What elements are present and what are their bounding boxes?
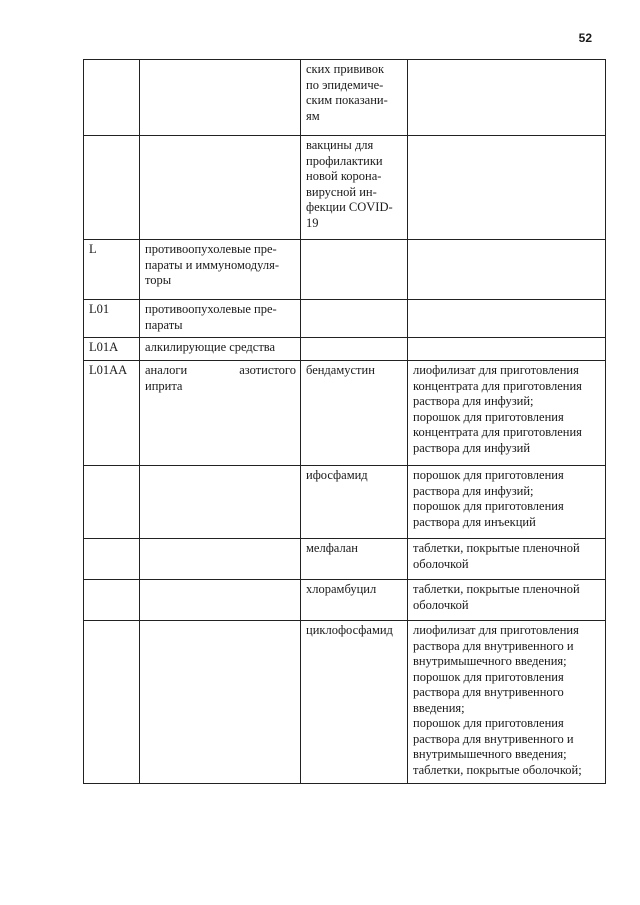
group-word: аналоги [145,363,188,377]
table-row [84,60,606,136]
dosage-form-cell: лиофилизат для приготовления раствора для внутривенного и внутримышечного введения; порошок для приготовления раствора для внутривенного введения; порошок для приготовления раствора для внутривенного и внутримышечного введения; таблетки, покрытые оболочкой; [408,621,606,784]
atc-code-cell: L01A [84,338,140,361]
group-cell: противоопухолевые пре- параты и иммуномодуля- торы [140,240,301,300]
table-row [84,621,606,784]
group-word: азотистого [239,363,296,377]
table-row [84,300,606,338]
table-row [84,361,606,466]
drug-name-cell: мелфалан [301,539,408,580]
dosage-form-cell [408,60,606,136]
drug-table [83,59,606,784]
atc-code-cell [84,60,140,136]
dosage-form-cell: таблетки, покрытые пленочной оболочкой [408,580,606,621]
drug-name-cell: хлорамбуцил [301,580,408,621]
drug-name-cell: бендамустин [301,361,408,466]
group-cell [140,580,301,621]
table-row [84,580,606,621]
atc-code-cell [84,539,140,580]
dosage-form-cell [408,136,606,240]
table-row [84,539,606,580]
atc-code-cell: L [84,240,140,300]
drug-name-cell: вакцины для профилактики новой корона- вирусной ин- фекции COVID- 19 [301,136,408,240]
atc-code-cell: L01 [84,300,140,338]
group-second-line: иприта [145,378,183,393]
drug-name-cell: ифосфамид [301,466,408,539]
group-cell [140,466,301,539]
drug-name-cell [301,338,408,361]
group-cell [140,60,301,136]
group-cell: противоопухолевые пре- параты [140,300,301,338]
table-row [84,136,606,240]
group-cell [140,621,301,784]
group-cell: алкилирующие средства [140,338,301,361]
dosage-form-cell: таблетки, покрытые пленочной оболочкой [408,539,606,580]
dosage-form-cell [408,300,606,338]
group-first-line [145,363,296,379]
drug-name-cell: ских прививок по эпидемиче- ским показани- ям [301,60,408,136]
atc-code-cell: L01AA [84,361,140,466]
table-row [84,466,606,539]
dosage-form-cell: порошок для приготовления раствора для инфузий; порошок для приготовления раствора для инъекций [408,466,606,539]
atc-code-cell [84,621,140,784]
drug-name-cell [301,240,408,300]
table-row [84,338,606,361]
drug-name-cell [301,300,408,338]
drug-name-cell: циклофосфамид [301,621,408,784]
dosage-form-cell: лиофилизат для приготовления концентрата для приготовления раствора для инфузий; порошок для приготовления концентрата для приготовления раствора для инфузий [408,361,606,466]
atc-code-cell [84,580,140,621]
dosage-form-cell [408,338,606,361]
group-cell [140,361,301,466]
table-row [84,240,606,300]
atc-code-cell [84,466,140,539]
atc-code-cell [84,136,140,240]
group-cell [140,136,301,240]
dosage-form-cell [408,240,606,300]
group-cell [140,539,301,580]
page-number: 52 [578,31,592,45]
